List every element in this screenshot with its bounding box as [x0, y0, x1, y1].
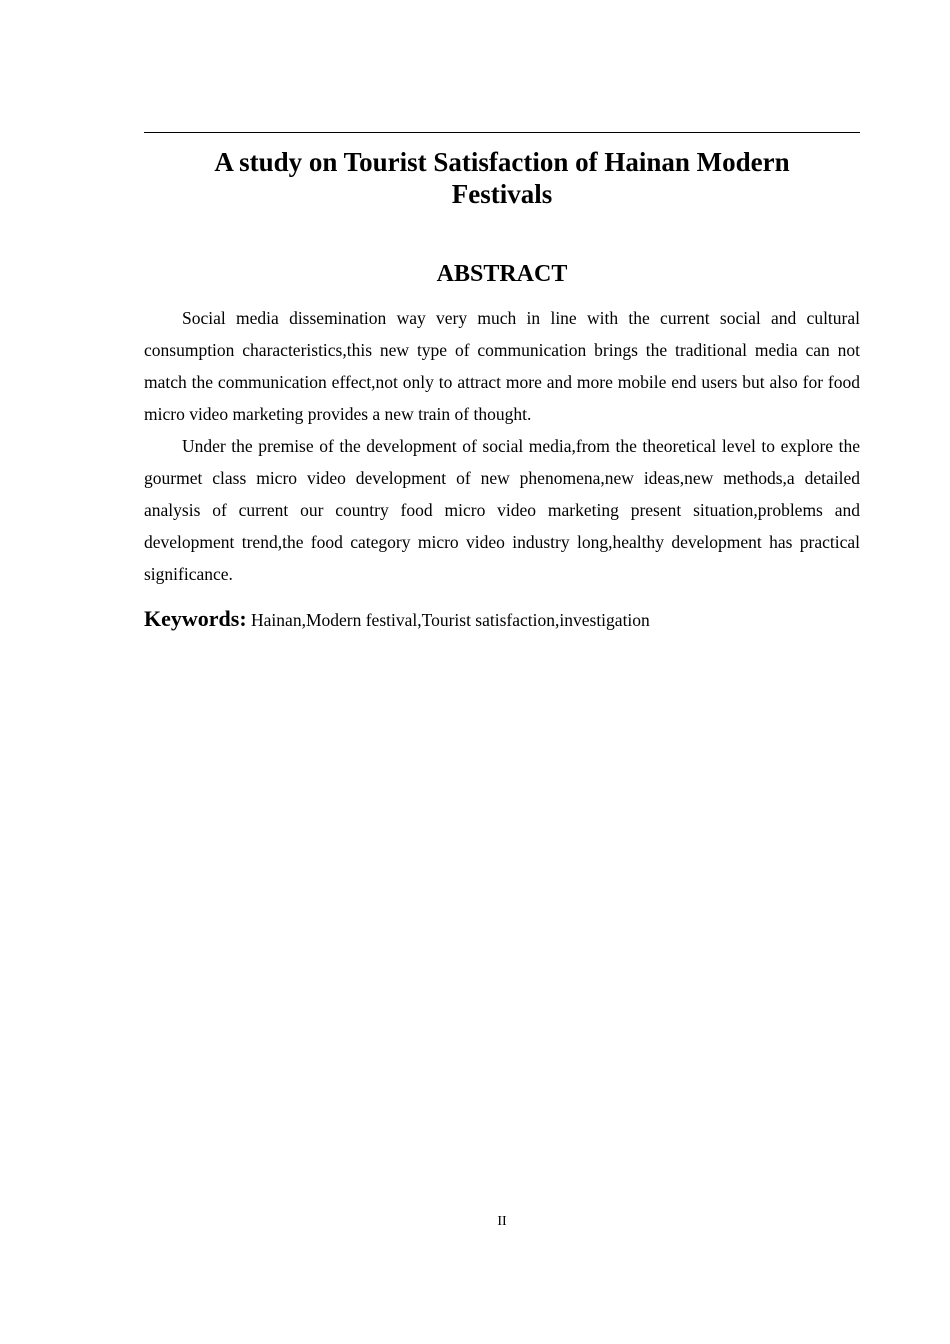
page-number: II: [497, 1214, 507, 1229]
keywords-line: [144, 603, 860, 636]
keywords-text: Hainan,Modern festival,Tourist satisfaction,investigation: [251, 610, 650, 630]
paper-title: [144, 146, 860, 210]
paper-title-line-2: Festivals: [451, 179, 553, 209]
paper-title-line-1: A study on Tourist Satisfaction of Hainan Modern: [214, 147, 790, 177]
abstract-heading: ABSTRACT: [436, 261, 568, 287]
header-rule: [144, 132, 860, 133]
abstract-paragraph: Under the premise of the development of social media,from the theoretical level to explore the gourmet class micro video development of new phenomena,new ideas,new methods,a detailed analysis of current our country food micro video marketing present situation,problems and development trend,the food category micro video industry long,healthy development has practical significance.: [144, 436, 860, 584]
abstract-paragraph: Social media dissemination way very much in line with the current social and cultural consumption characteristics,this new type of communication brings the traditional media can not match the communication effect,not only to attract more and more mobile end users but also for food micro video marketing provides a new train of thought.: [144, 308, 860, 424]
keywords-label: Keywords:: [144, 606, 247, 631]
abstract-body: [144, 302, 860, 590]
